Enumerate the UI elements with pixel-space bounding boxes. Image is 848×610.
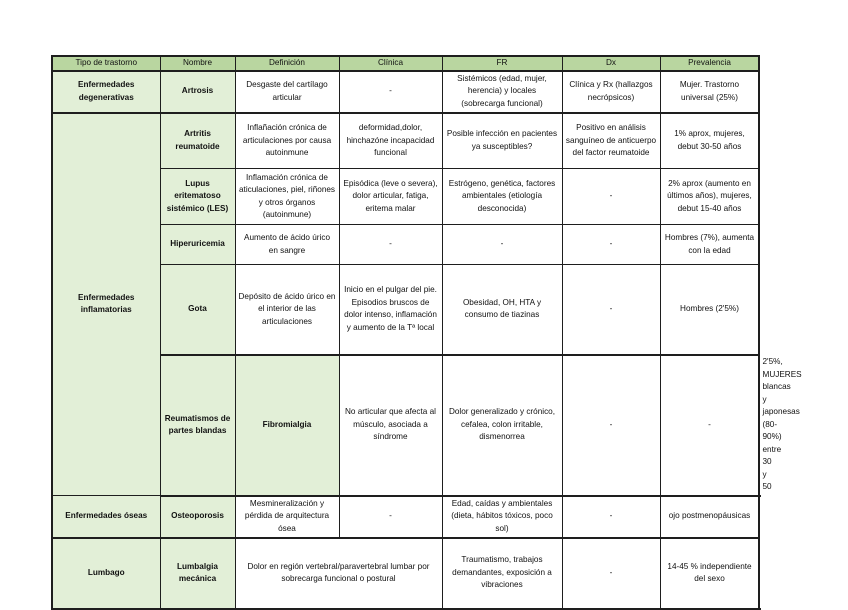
fr-lumbalgia: Traumatismo, trabajos demandantes, exposición a vibraciones bbox=[442, 538, 562, 609]
def-gota: Depósito de ácido úrico en el interior de las articulaciones bbox=[235, 265, 339, 355]
clin-fibromialgia: Dolor generalizado y crónico, cefalea, colon irritable, dismenorrea bbox=[442, 355, 562, 496]
def-osteoporosis: Mesmineralización y pérdida de arquitectura ósea bbox=[235, 496, 339, 538]
def-artrosis: Desgaste del cartílago articular bbox=[235, 71, 339, 113]
prev-artritis: 1% aprox, mujeres, debut 30-50 años bbox=[660, 113, 759, 169]
header-tipo: Tipo de trastorno bbox=[52, 56, 160, 71]
header-prevalencia: Prevalencia bbox=[660, 56, 759, 71]
disorders-table bbox=[51, 55, 802, 610]
name-lumbalgia: Lumbalgia mecánica bbox=[160, 538, 235, 609]
fr-fibromialgia: - bbox=[562, 355, 660, 496]
type-inflamatorias: Enfermedades inflamatorias bbox=[52, 113, 160, 496]
header-definicion: Definición bbox=[235, 56, 339, 71]
prev-hiperuricemia: Hombres (7%), aumenta con la edad bbox=[660, 225, 759, 265]
header-fr: FR bbox=[442, 56, 562, 71]
clin-artrosis: - bbox=[339, 71, 442, 113]
prev-gota: Hombres (2'5%) bbox=[660, 265, 759, 355]
name-artritis: Artritis reumatoide bbox=[160, 113, 235, 169]
def-fibromialgia: No articular que afecta al músculo, asociada a síndrome bbox=[339, 355, 442, 496]
fr-hiperuricemia: - bbox=[442, 225, 562, 265]
table-row bbox=[52, 538, 759, 609]
def-clin-lumbalgia: Dolor en región vertebral/paravertebral lumbar por sobrecarga funcional o postural bbox=[235, 538, 442, 609]
clin-lupus: Episódica (leve o severa), dolor articular, fatiga, eritema malar bbox=[339, 169, 442, 225]
def-hiperuricemia: Aumento de ácido úrico en sangre bbox=[235, 225, 339, 265]
name-gota: Gota bbox=[160, 265, 235, 355]
dx-lumbalgia: - bbox=[562, 538, 660, 609]
name-artrosis: Artrosis bbox=[160, 71, 235, 113]
header-clinica: Clínica bbox=[339, 56, 442, 71]
header-nombre: Nombre bbox=[160, 56, 235, 71]
clin-osteoporosis: - bbox=[339, 496, 442, 538]
clin-hiperuricemia: - bbox=[339, 225, 442, 265]
fr-gota: Obesidad, OH, HTA y consumo de tiazinas bbox=[442, 265, 562, 355]
dx-hiperuricemia: - bbox=[562, 225, 660, 265]
name-osteoporosis: Osteoporosis bbox=[160, 496, 235, 538]
clin-artritis: deformidad,dolor, hinchazóne incapacidad funcional bbox=[339, 113, 442, 169]
prev-artrosis: Mujer. Trastorno universal (25%) bbox=[660, 71, 759, 113]
def-artritis: Inflañación crónica de articulaciones por causa autoinmune bbox=[235, 113, 339, 169]
prev-lumbalgia: 14-45 % independiente del sexo bbox=[660, 538, 759, 609]
fr-artritis: Posible infección en pacientes ya susceptibles? bbox=[442, 113, 562, 169]
dx-artritis: Positivo en análisis sanguíneo de anticuerpo del factor reumatoide bbox=[562, 113, 660, 169]
dx-artrosis: Clínica y Rx (hallazgos necrópsicos) bbox=[562, 71, 660, 113]
name-fibromialgia: Fibromialgia bbox=[235, 355, 339, 496]
prev-lupus: 2% aprox (aumento en últimos años), mujeres, debut 15-40 años bbox=[660, 169, 759, 225]
table-row bbox=[52, 71, 759, 113]
table-row bbox=[52, 496, 759, 538]
fr-artrosis: Sistémicos (edad, mujer, herencia) y locales (sobrecarga funcional) bbox=[442, 71, 562, 113]
clin-gota: Inicio en el pulgar del pie. Episodios bruscos de dolor intenso, inflamación y aumento de la Tª local bbox=[339, 265, 442, 355]
dx-osteoporosis: - bbox=[562, 496, 660, 538]
fr-osteoporosis: Edad, caídas y ambientales (dieta, hábitos tóxicos, poco sol) bbox=[442, 496, 562, 538]
type-degenerativas: Enfermedades degenerativas bbox=[52, 71, 160, 113]
table-row bbox=[52, 113, 759, 169]
dx-lupus: - bbox=[562, 169, 660, 225]
name-hiperuricemia: Hiperuricemia bbox=[160, 225, 235, 265]
dx-fibromialgia: - bbox=[660, 355, 759, 496]
header-row bbox=[52, 56, 759, 71]
type-oseas: Enfermedades óseas bbox=[52, 496, 160, 538]
header-dx: Dx bbox=[562, 56, 660, 71]
prev-osteoporosis: ojo postmenopáusicas bbox=[660, 496, 759, 538]
dx-gota: - bbox=[562, 265, 660, 355]
fr-lupus: Estrógeno, genética, factores ambientales (etiología desconocida) bbox=[442, 169, 562, 225]
type-blandas: Reumatismos de partes blandas bbox=[160, 355, 235, 496]
type-lumbago: Lumbago bbox=[52, 538, 160, 609]
table-row: Reumatismos de partes blandas Fibromialgia No articular que afecta al músculo, asociada a síndrome Dolor generalizado y crónico, cefalea, colon irritable, dismenorrea - - 2'5%, MUJERES blancas y japonesas (80-90%) entre 30 y 50 bbox=[52, 355, 759, 496]
name-lupus: Lupus eritematoso sistémico (LES) bbox=[160, 169, 235, 225]
def-lupus: Inflamación crónica de aticulaciones, piel, riñones y otros órganos (autoinmune) bbox=[235, 169, 339, 225]
